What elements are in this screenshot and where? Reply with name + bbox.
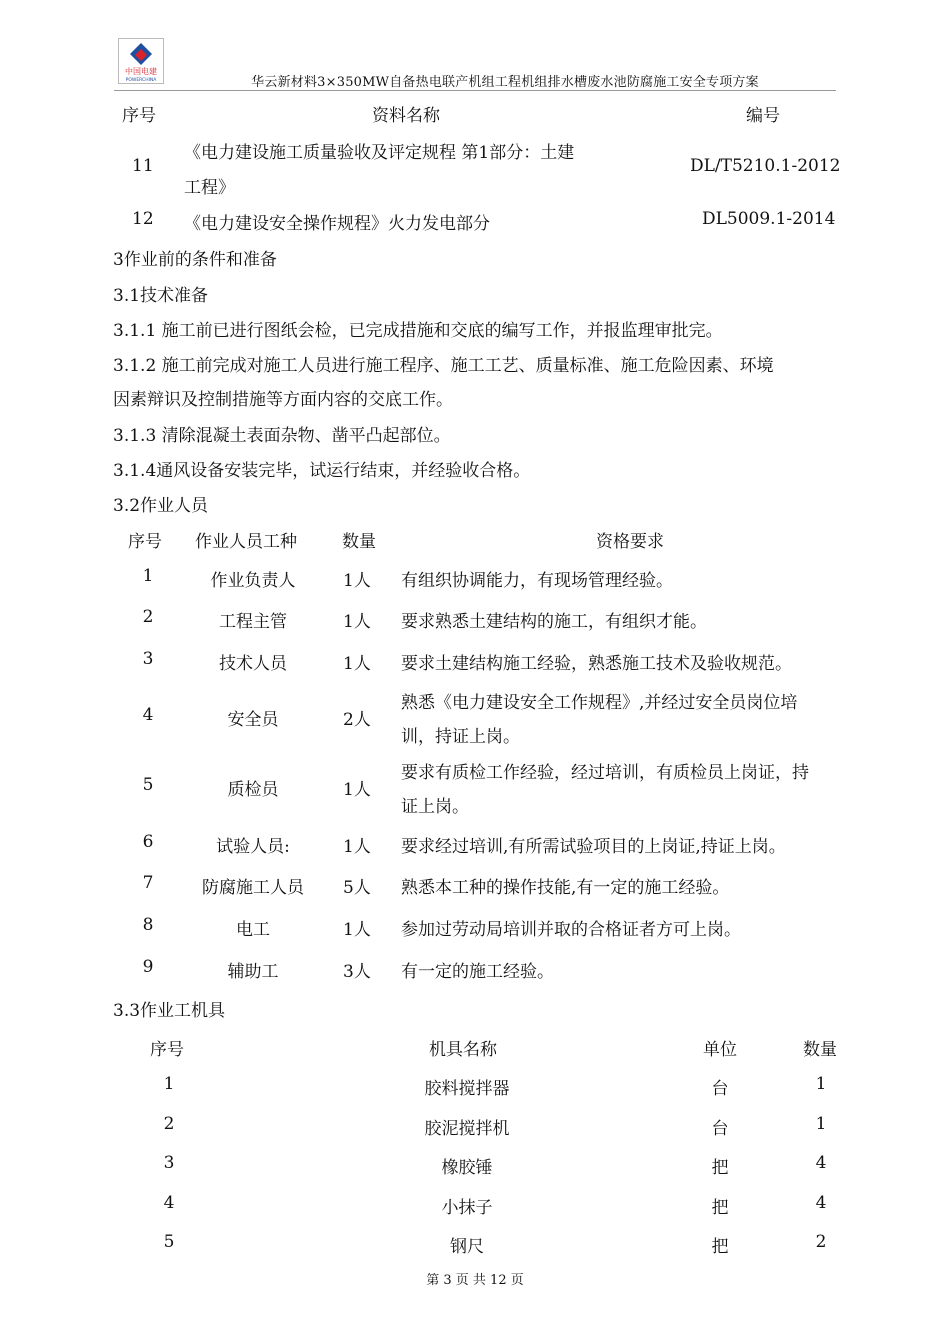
personnel-row-qty: 1人 [343, 654, 371, 674]
personnel-row-qty: 1人 [343, 571, 371, 591]
personnel-row-role: 试验人员: [216, 837, 290, 857]
ref-header-no: 序号 [122, 106, 156, 126]
personnel-row-no: 3 [142, 649, 154, 669]
personnel-row-requirement: 有组织协调能力，有现场管理经验。 [401, 571, 673, 591]
tools-row-unit: 把 [711, 1158, 729, 1178]
personnel-header-requirement: 资格要求 [596, 532, 664, 552]
personnel-row-qty: 2人 [343, 710, 371, 730]
paragraph-3-1-2-cont: 因素辩识及控制措施等方面内容的交底工作。 [113, 390, 453, 410]
tools-row-unit: 把 [711, 1198, 729, 1218]
personnel-row-requirement: 要求有质检工作经验，经过培训，有质检员上岗证，持 [401, 763, 809, 783]
ref-row-name: 《电力建设安全操作规程》火力发电部分 [184, 214, 490, 234]
paragraph-3-1-2: 3.1.2 施工前完成对施工人员进行施工程序、施工工艺、质量标准、施工危险因素、环境 [113, 356, 774, 376]
personnel-row-role: 技术人员 [219, 654, 287, 674]
tools-row-qty: 4 [815, 1153, 827, 1173]
personnel-row-no: 5 [142, 775, 154, 795]
ref-row-code: DL/T5210.1-2012 [690, 156, 841, 176]
ref-row-no: 12 [132, 209, 154, 229]
tools-row-name: 小抹子 [441, 1198, 493, 1218]
tools-row-name: 胶泥搅拌机 [424, 1119, 510, 1139]
tools-row-name: 橡胶锤 [441, 1158, 493, 1178]
tools-row-qty: 4 [815, 1193, 827, 1213]
tools-header-qty: 数量 [803, 1040, 837, 1060]
tools-row-no: 5 [163, 1232, 175, 1252]
tools-row-unit: 台 [711, 1079, 729, 1099]
personnel-row-requirement: 有一定的施工经验。 [401, 962, 554, 982]
ref-row-code: DL5009.1-2014 [702, 209, 836, 229]
tools-row-no: 1 [163, 1074, 175, 1094]
tools-row-qty: 2 [815, 1232, 827, 1252]
tools-row-unit: 把 [711, 1237, 729, 1257]
personnel-row-role: 安全员 [227, 710, 279, 730]
tools-row-no: 4 [163, 1193, 175, 1213]
personnel-row-no: 4 [142, 705, 154, 725]
tools-row-no: 3 [163, 1153, 175, 1173]
powerchina-logo [118, 38, 164, 84]
tools-row-no: 2 [163, 1114, 175, 1134]
document-header-title: 华云新材料3×350MW自备热电联产机组工程机组排水槽废水池防腐施工安全专项方案 [251, 75, 759, 90]
personnel-row-no: 7 [142, 873, 154, 893]
personnel-row-requirement: 参加过劳动局培训并取的合格证者方可上岗。 [401, 920, 741, 940]
tools-header-unit: 单位 [703, 1040, 737, 1060]
paragraph-3-1-1: 3.1.1 施工前已进行图纸会检，已完成措施和交底的编写工作，并报监理审批完。 [113, 321, 723, 341]
header-divider [114, 90, 836, 91]
section-3-3-heading: 3.3作业工机具 [113, 1001, 226, 1021]
logo-text-en: POWERCHINA [125, 78, 157, 83]
logo-text-cn: 中国电建 [125, 67, 157, 76]
tools-row-name: 胶料搅拌器 [424, 1079, 510, 1099]
personnel-row-no: 1 [142, 566, 154, 586]
section-3-heading: 3作业前的条件和准备 [113, 250, 277, 270]
personnel-row-qty: 1人 [343, 780, 371, 800]
paragraph-3-1-3: 3.1.3 清除混凝土表面杂物、凿平凸起部位。 [113, 426, 451, 446]
personnel-row-no: 8 [142, 915, 154, 935]
personnel-row-requirement: 熟悉本工种的操作技能,有一定的施工经验。 [401, 878, 730, 898]
paragraph-3-1-4: 3.1.4通风设备安装完毕，试运行结束，并经验收合格。 [113, 461, 531, 481]
tools-row-qty: 1 [815, 1114, 827, 1134]
personnel-row-requirement-cont: 训，持证上岗。 [401, 727, 520, 747]
tools-row-unit: 台 [711, 1119, 729, 1139]
personnel-header-qty: 数量 [342, 532, 376, 552]
ref-row-name-cont: 工程》 [184, 178, 235, 198]
tools-row-qty: 1 [815, 1074, 827, 1094]
tools-header-no: 序号 [150, 1040, 184, 1060]
personnel-row-role: 辅助工 [227, 962, 279, 982]
personnel-header-role: 作业人员工种 [195, 532, 297, 552]
personnel-row-role: 防腐施工人员 [202, 878, 304, 898]
personnel-row-requirement: 要求熟悉土建结构的施工，有组织才能。 [401, 612, 707, 632]
section-3-2-heading: 3.2作业人员 [113, 496, 209, 516]
personnel-row-requirement-cont: 证上岗。 [401, 797, 469, 817]
tools-row-name: 钢尺 [450, 1237, 484, 1257]
tools-header-name: 机具名称 [429, 1040, 497, 1060]
personnel-row-qty: 3人 [343, 962, 371, 982]
personnel-row-qty: 1人 [343, 837, 371, 857]
page-number: 第 3 页 共 12 页 [426, 1273, 524, 1288]
personnel-row-role: 工程主管 [219, 612, 287, 632]
personnel-row-qty: 1人 [343, 920, 371, 940]
ref-header-code: 编号 [746, 106, 780, 126]
personnel-row-requirement: 熟悉《电力建设安全工作规程》,并经过安全员岗位培 [401, 693, 798, 713]
personnel-row-requirement: 要求土建结构施工经验，熟悉施工技术及验收规范。 [401, 654, 792, 674]
personnel-row-role: 作业负责人 [210, 571, 296, 591]
personnel-row-no: 2 [142, 607, 154, 627]
personnel-header-no: 序号 [128, 532, 162, 552]
personnel-row-no: 6 [142, 832, 154, 852]
ref-header-name: 资料名称 [372, 106, 440, 126]
section-3-1-heading: 3.1技术准备 [113, 286, 209, 306]
personnel-row-no: 9 [142, 957, 154, 977]
personnel-row-qty: 5人 [343, 878, 371, 898]
personnel-row-qty: 1人 [343, 612, 371, 632]
ref-row-no: 11 [132, 156, 154, 176]
personnel-row-role: 质检员 [227, 780, 279, 800]
personnel-row-requirement: 要求经过培训,有所需试验项目的上岗证,持证上岗。 [401, 837, 786, 857]
personnel-row-role: 电工 [236, 920, 270, 940]
ref-row-name: 《电力建设施工质量验收及评定规程 第1部分：土建 [184, 143, 575, 163]
